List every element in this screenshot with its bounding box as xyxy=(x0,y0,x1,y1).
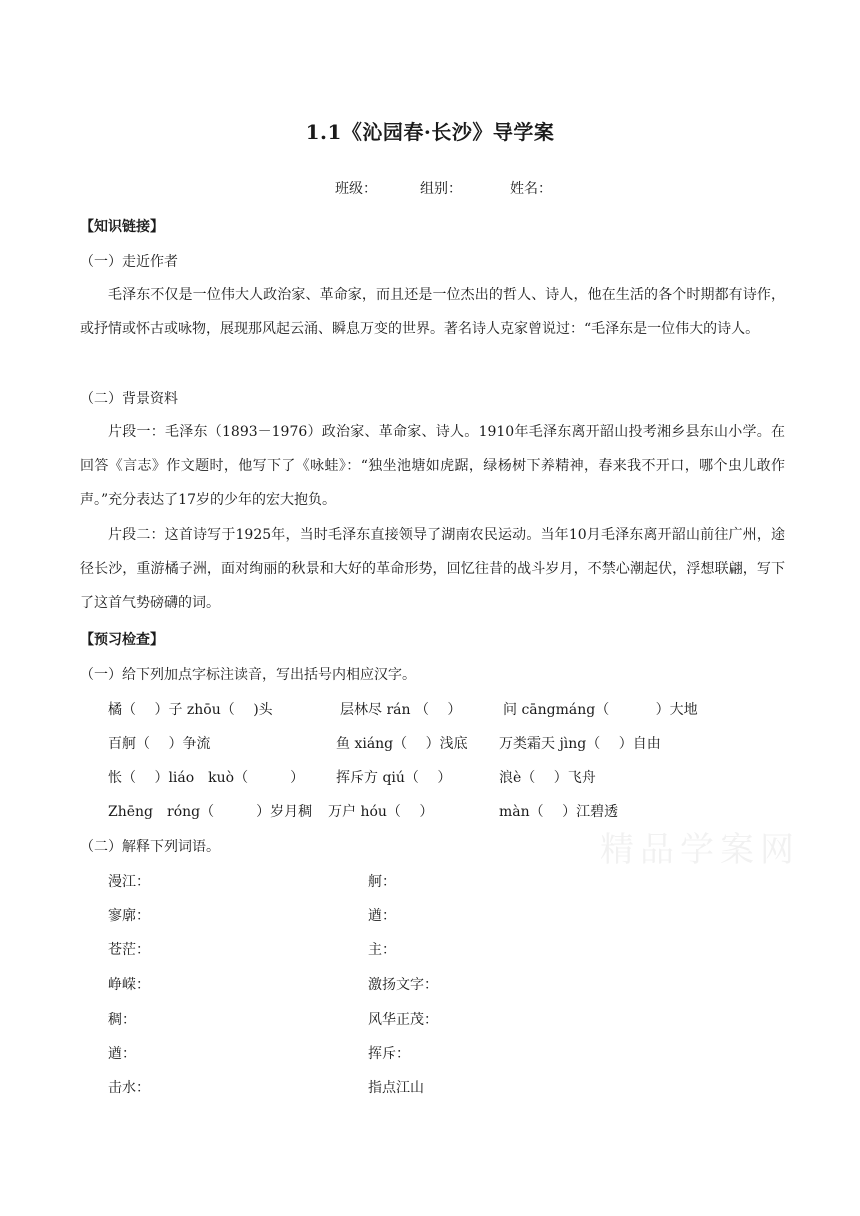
class-label: 班级： xyxy=(335,181,377,197)
background-paragraph-2: 片段二：这首诗写于1925年，当时毛泽东直接领导了湖南农民运动。当年10月毛泽东离开韶山前往广州，途径长沙，重游橘子洲，面对绚丽的秋景和大好的革命形势，回忆往昔的战斗岁月，不禁心潮起伏，浮想联翩，写下了这首气势磅礴的词。 xyxy=(80,527,785,611)
exercise-item: 挥斥方 qiú（ ） xyxy=(336,770,452,786)
exercise-item: 浪è（ ）飞舟 xyxy=(499,770,596,786)
vocab-term: 遒： xyxy=(368,908,396,924)
vocab-term: 峥嵘： xyxy=(108,977,150,993)
vocab-term: 激扬文字： xyxy=(368,977,438,993)
vocab-term: 漫江： xyxy=(108,874,150,890)
document-title: 1.1《沁园春·长沙》导学案 xyxy=(305,120,555,144)
author-paragraph: 毛泽东不仅是一位伟大人政治家、革命家，而且还是一位杰出的哲人、诗人，他在生活的各个时期都有诗作，或抒情或怀古或咏物，展现那风起云涌、瞬息万变的世界。著名诗人克家曾说过：“毛泽东是一位伟大的诗人。 xyxy=(80,287,785,337)
exercise-item: Zhēng róng（ ）岁月稠 xyxy=(108,804,313,820)
exercise-item: 万类霜天 jìng（ ）自由 xyxy=(499,736,661,752)
vocab-term: 遒： xyxy=(108,1046,136,1062)
vocab-term: 主： xyxy=(368,942,396,958)
background-paragraph-1: 片段一：毛泽东（1893－1976）政治家、革命家、诗人。1910年毛泽东离开韶山投考湘乡县东山小学。在回答《言志》作文题时，他写下了《咏蛙》：“独坐池塘如虎踞，绿杨树下养精神，春来我不开口，哪个虫儿敢作声。”充分表达了17岁的少年的宏大抱负。 xyxy=(80,424,785,508)
exercise-item: 橘（ ）子 zhōu（ )头 xyxy=(108,702,273,718)
exercise-item: 层林尽 rán （ ） xyxy=(340,702,462,718)
exercise-item: 鱼 xiáng（ ）浅底 xyxy=(336,736,468,752)
section-preview-heading: 【预习检查】 xyxy=(80,632,164,648)
vocab-term: 苍茫： xyxy=(108,942,150,958)
vocab-term: 指点江山 xyxy=(368,1080,424,1096)
author-subheading: （一）走近作者 xyxy=(80,254,178,270)
exercise-item: 问 cāngmáng（ ）大地 xyxy=(503,702,698,718)
pronunciation-subheading: （一）给下列加点字标注读音，写出括号内相应汉字。 xyxy=(80,667,416,683)
exercise-item: màn（ ）江碧透 xyxy=(499,804,619,820)
vocab-term: 稠： xyxy=(108,1012,136,1028)
group-label: 组别： xyxy=(420,181,462,197)
section-knowledge-heading: 【知识链接】 xyxy=(80,219,164,235)
vocab-term: 挥斥： xyxy=(368,1046,410,1062)
watermark: 精品学案网 xyxy=(600,830,800,870)
vocabulary-subheading: （二）解释下列词语。 xyxy=(80,839,220,855)
vocab-term: 击水： xyxy=(108,1080,150,1096)
vocab-term: 舸： xyxy=(368,874,396,890)
background-subheading: （二）背景资料 xyxy=(80,391,178,407)
name-label: 姓名： xyxy=(510,181,552,197)
vocab-term: 寥廓： xyxy=(108,908,150,924)
exercise-item: 万户 hóu（ ） xyxy=(328,804,434,820)
vocab-term: 风华正茂： xyxy=(368,1012,438,1028)
exercise-item: 百舸（ ）争流 xyxy=(108,736,211,752)
exercise-item: 怅（ ）liáo kuò（ ） xyxy=(108,770,305,786)
